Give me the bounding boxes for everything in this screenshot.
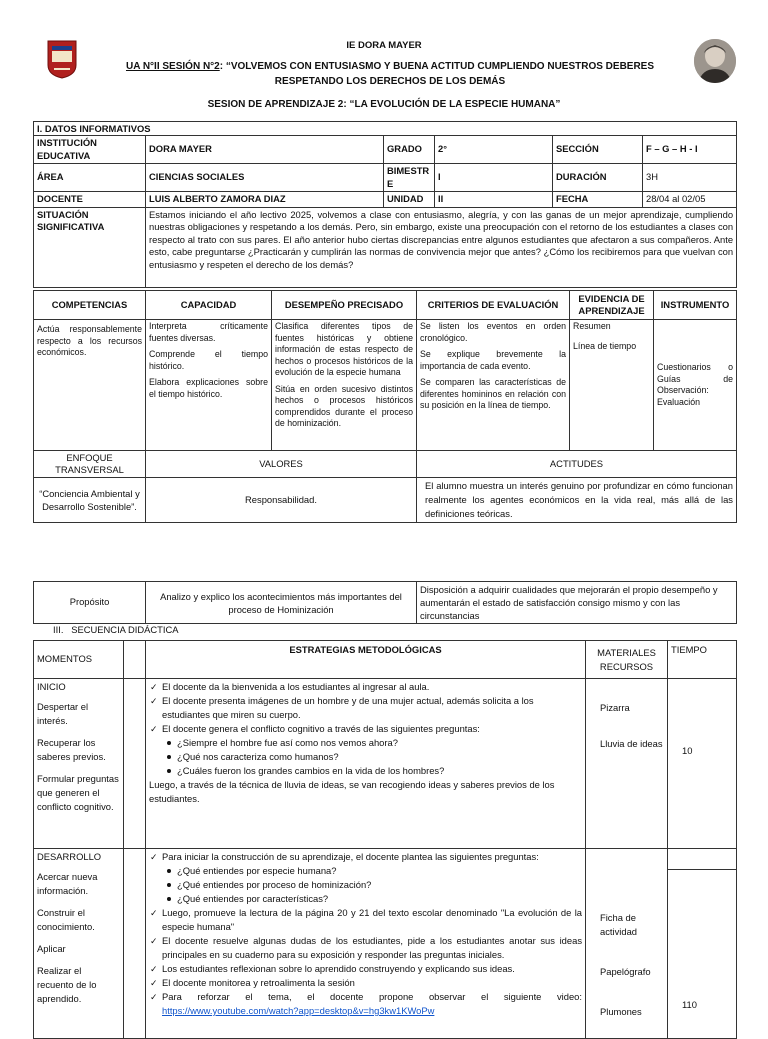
desarrollo-item [149,990,582,1004]
desempeno-item: Clasifica diferentes tipos de fuentes históricas y obtiene información de estas respecto de hechos o procesos históricos de la evolución de la especie humana [275,321,413,377]
desarrollo-materiales [586,849,668,1039]
tiempo-divider [668,869,736,870]
institucion-value: DORA MAYER [146,136,384,164]
inicio-tiempo: 10 [668,679,737,849]
proposito-table [33,581,737,624]
spacer-cell [124,849,146,1039]
header-evidencia: EVIDENCIA DE APRENDIZAJE [570,291,654,320]
evidencia-cell [570,320,654,451]
duracion-value: 3H [643,164,737,192]
unidad-label: UNIDAD [384,192,435,208]
unit-title [95,59,685,89]
competencia-text: Actúa responsablemente respecto a los recursos económicos. [34,320,146,451]
portrait-photo [694,39,736,83]
tiempo-value: 110 [682,999,697,1010]
inicio-item: ✓ El docente presenta imágenes de un hombre y de una mujer actual, además solicita a los estudiantes que miren su cuerpo. [149,694,582,722]
desarrollo-title: DESARROLLO [37,851,102,862]
competencias-table [33,290,737,451]
desarrollo-tiempo [668,849,737,1039]
proposito-text: Analizo y explico los acontecimientos más importantes del proceso de Hominización [146,582,417,624]
header-desempeno: DESEMPEÑO PRECISADO [272,291,417,320]
fecha-label: FECHA [553,192,643,208]
seccion-value: F – G – H - I [643,136,737,164]
datos-section-title: I. DATOS INFORMATIVOS [34,122,737,136]
criterio-item: Se explique brevemente la importancia de cada evento. [420,349,566,371]
actitud-value: El alumno muestra un interés genuino por profundizar en cómo funcionan realmente los agentes económicos en la vida real, más allá de las definiciones teóricas. [417,478,737,523]
seccion-label: SECCIÓN [553,136,643,164]
inicio-step: Despertar el interés. [37,701,89,726]
portrait-icon [694,39,736,83]
capacidad-cell [146,320,272,451]
material-item: Pizarra [600,702,630,713]
capacidad-item: Interpreta críticamente fuentes diversas. [149,321,268,343]
desarrollo-question: ¿Qué entiendes por características? [167,892,582,906]
secuencia-title: III. SECUENCIA DIDÁCTICA [53,624,179,635]
material-item: Papelógrafo [600,966,651,977]
secuencia-table [33,640,737,1039]
inicio-item: ✓ El docente da la bienvenida a los estudiantes al ingresar al aula. [149,680,582,694]
inicio-question: ¿Cuáles fueron los grandes cambios en la vida de los hombres? [167,764,582,778]
material-item: Plumones [600,1006,642,1017]
header-momentos: MOMENTOS [34,641,124,679]
datos-informativos-table [33,121,737,288]
institucion-label: INSTITUCIÓN EDUCATIVA [34,136,146,164]
enfoque-label: ENFOQUE TRANSVERSAL [34,451,146,478]
proposito-label: Propósito [34,582,146,624]
valores-label: VALORES [146,451,417,478]
header-capacidad: CAPACIDAD [146,291,272,320]
desempeno-cell [272,320,417,451]
header-instrumento: INSTRUMENTO [654,291,737,320]
criterio-item: Se comparen las características de diferentes homininos en relación con su posición en la línea de tiempo. [420,377,566,410]
situacion-label: SITUACIÓN SIGNIFICATIVA [34,207,146,287]
inicio-moment [34,679,124,849]
inicio-materiales [586,679,668,849]
docente-label: DOCENTE [34,192,146,208]
instrumento-text: Cuestionarios o Guías de Observación: Evaluación [654,320,737,451]
evidencia-item: Resumen [573,321,611,331]
desempeno-item: Sitúa en orden sucesivo distintos hechos o procesos históricos comprendidos durante el proceso de hominización. [275,383,413,428]
capacidad-item: Elabora explicaciones sobre el tiempo histórico. [149,377,268,399]
inicio-question: ¿Siempre el hombre fue así como nos vemos ahora? [167,736,582,750]
session-title: SESION DE APRENDIZAJE 2: “LA EVOLUCIÓN DE LA ESPECIE HUMANA” [207,99,561,110]
inicio-strategies [146,679,586,849]
material-item: Lluvia de ideas [600,738,663,749]
unit-label: UA N°II SESIÓN N°2 [125,61,220,72]
video-instruction: Para reforzar el tema, el docente propone observar el siguiente video: [162,991,582,1002]
grado-value: 2° [435,136,553,164]
inicio-closing: Luego, a través de la técnica de lluvia de ideas, se van recogiendo ideas y saberes previos de los estudiantes. [149,779,555,804]
unit-name: : “VOLVEMOS CON ENTUSIASMO Y BUENA ACTITUD CUMPLIENDO NUESTROS DEBERES RESPETANDO LOS DERECHOS DE LOS DEMÁS [219,61,655,87]
material-item: Ficha de actividad [600,912,638,937]
inicio-question: ¿Qué nos caracteriza como humanos? [167,750,582,764]
bimestre-label: BIMESTRE [384,164,435,192]
criterios-cell [417,320,570,451]
desarrollo-strategies [146,849,586,1039]
valor-value: Responsabilidad. [146,478,417,523]
enfoque-value: “Conciencia Ambiental y Desarrollo Sostenible”. [34,478,146,523]
inicio-item: ✓ El docente genera el conflicto cognitivo a través de las siguientes preguntas: [149,722,582,736]
desarrollo-step: Construir el conocimiento. [37,907,95,932]
proposito-disposicion: Disposición a adquirir cualidades que mejorarán el propio desempeño y aumentarán el estado de satisfacción consigo mismo y con las circunstancias [417,582,737,624]
bimestre-value: I [435,164,553,192]
inicio-title: INICIO [37,681,66,692]
inicio-step: Recuperar los saberes previos. [37,737,106,762]
header-tiempo: TIEMPO [668,641,737,679]
desarrollo-item: ✓ El docente monitorea y retroalimenta la sesión [149,976,582,990]
capacidad-item: Comprende el tiempo histórico. [149,349,268,371]
desarrollo-step: Aplicar [37,943,66,954]
spacer-cell [124,641,146,679]
docente-value: LUIS ALBERTO ZAMORA DIAZ [146,192,384,208]
desarrollo-item: ✓ Los estudiantes reflexionan sobre lo aprendido construyendo y explicando sus ideas. [149,962,582,976]
criterio-item: Se listen los eventos en orden cronológico. [420,321,566,343]
inicio-step: Formular preguntas que generen el conflicto cognitivo. [37,773,119,812]
desarrollo-step: Acercar nueva información. [37,871,98,896]
school-name: IE DORA MAYER [346,40,422,51]
duracion-label: DURACIÓN [553,164,643,192]
desarrollo-step: Realizar el recuento de lo aprendido. [37,965,97,1004]
desarrollo-moment [34,849,124,1039]
unidad-value: II [435,192,553,208]
desarrollo-item: ✓ Luego, promueve la lectura de la página 20 y 21 del texto escolar denominado "La evolución de la especie humana" [149,906,582,934]
desarrollo-item: ✓ Para iniciar la construcción de su aprendizaje, el docente plantea las siguientes preguntas: [149,850,582,864]
situacion-text: Estamos iniciando el año lectivo 2025, volvemos a clase con entusiasmo, alegría, y con las ganas de un mejor aprendizaje, cumpliendo nuestras obligaciones y respetando a los demás. Pero, sin embargo, existe una preocupación con el retorno de los estudiantes a clases con respecto al trato con sus pares. El año anterior hubo ciertas discrepancias entre algunos estudiantes que afectaron a sus compañeros. Ante esto, cabe preguntarse ¿Practicarán y cumplirán las normas de convivencia mejor que antes? ¿Cómo los recibiremos para que vuelvan con entusiasmo y respeten el derecho de los demás? [146,207,737,287]
header-estrategias: ESTRATEGIAS METODOLÓGICAS [146,641,586,679]
desarrollo-question: ¿Qué entiendes por especie humana? [167,864,582,878]
header-materiales: MATERIALES RECURSOS [586,641,668,679]
video-link[interactable]: https://www.youtube.com/watch?app=desktop&v=hg3kw1KWoPw [162,1005,435,1016]
spacer-cell [124,679,146,849]
grado-label: GRADO [384,136,435,164]
fecha-value: 28/04 al 02/05 [643,192,737,208]
enfoque-table [33,450,737,523]
area-value: CIENCIAS SOCIALES [146,164,384,192]
evidencia-item: Línea de tiempo [573,340,637,351]
header-criterios: CRITERIOS DE EVALUACIÓN [417,291,570,320]
actitudes-label: ACTITUDES [417,451,737,478]
area-label: ÁREA [34,164,146,192]
desarrollo-item: ✓ El docente resuelve algunas dudas de los estudiantes, pide a los estudiantes anotar sus ideas principales en su cuaderno para su exposición y responder las preguntas iniciales. [149,934,582,962]
header-competencias: COMPETENCIAS [34,291,146,320]
desarrollo-question: ¿Qué entiendes por proceso de hominización? [167,878,582,892]
